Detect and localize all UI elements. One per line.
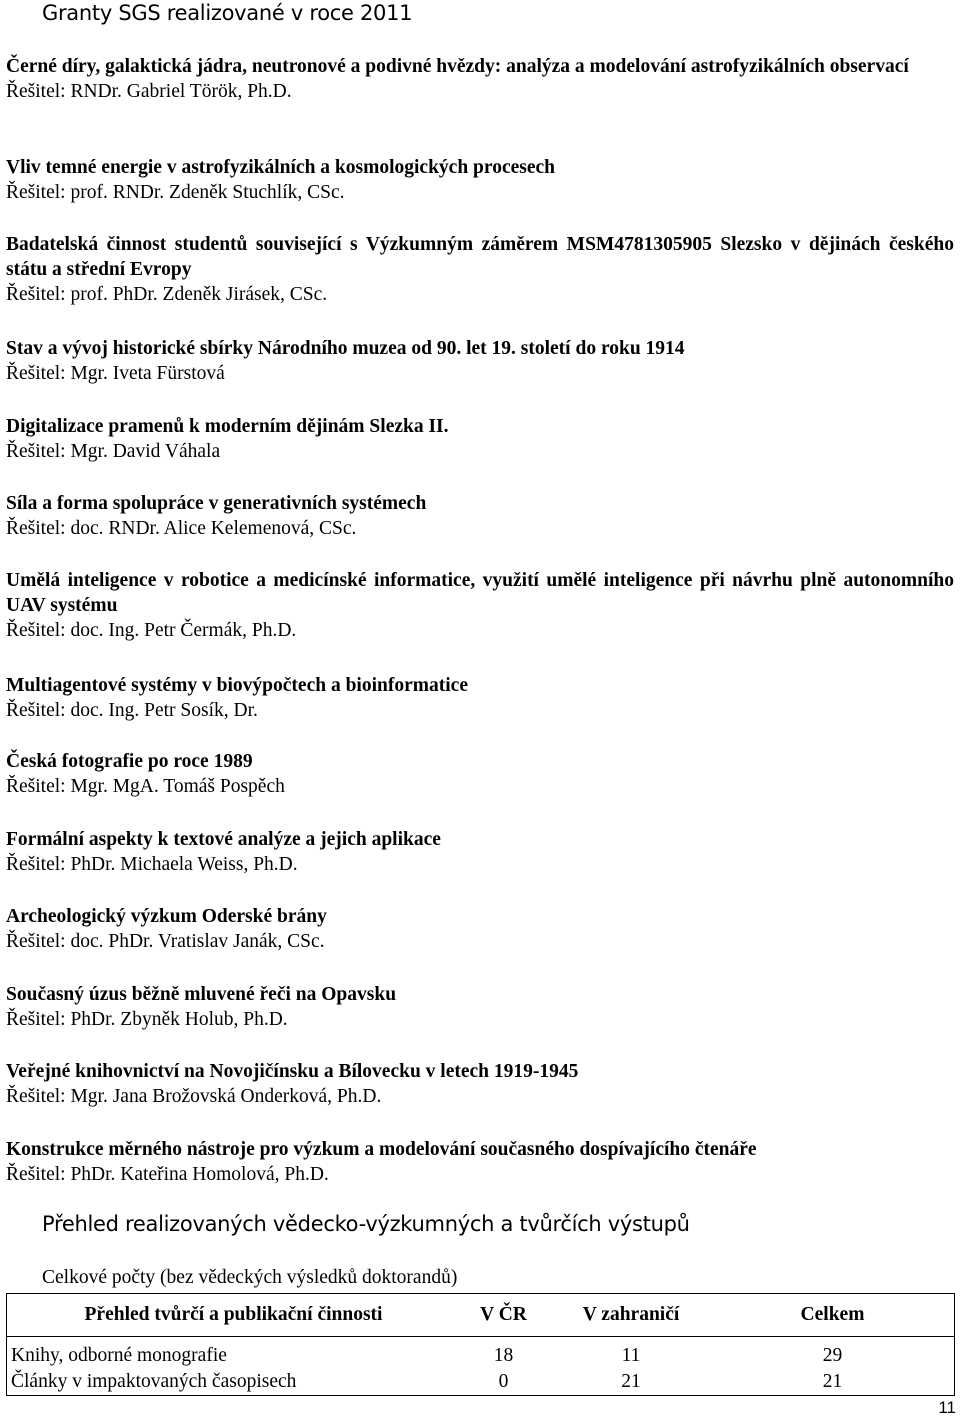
grant-item [6, 982, 954, 1032]
grant-investigator: Řešitel: PhDr. Zbyněk Holub, Ph.D. [6, 1009, 288, 1030]
table-header-row [7, 1294, 955, 1337]
grant-title: Multiagentové systémy v biovýpočtech a bioinformatice [6, 675, 468, 696]
grant-investigator: Řešitel: doc. PhDr. Vratislav Janák, CSc. [6, 931, 325, 952]
table-row [7, 1369, 955, 1396]
grant-item [6, 673, 954, 723]
grant-investigator: Řešitel: prof. RNDr. Zdeněk Stuchlík, CSc. [6, 182, 345, 203]
grant-investigator: Řešitel: Mgr. Jana Brožovská Onderková, Ph.D. [6, 1086, 382, 1107]
table-row [7, 1337, 955, 1370]
grant-item [6, 904, 954, 954]
grant-investigator: Řešitel: PhDr. Michaela Weiss, Ph.D. [6, 854, 298, 875]
grant-item [6, 54, 954, 104]
table-cell: Články v impaktovaných časopisech [11, 1371, 297, 1392]
outputs-table [6, 1293, 955, 1396]
section-heading-outputs: Přehled realizovaných vědecko-výzkumných a tvůrčích výstupů [42, 1212, 690, 1236]
table-cell: 29 [822, 1345, 843, 1366]
section-heading-grants: Granty SGS realizované v roce 2011 [42, 1, 413, 25]
grant-title: Síla a forma spolupráce v generativních systémech [6, 493, 427, 514]
grant-item [6, 414, 954, 464]
table-header-cell: V zahraničí [551, 1294, 711, 1337]
table-cell: 21 [621, 1371, 641, 1392]
grant-item [6, 155, 954, 205]
grant-title: Současný úzus běžně mluvené řeči na Opavsku [6, 984, 397, 1005]
table-cell: 21 [822, 1371, 843, 1392]
grant-item [6, 336, 954, 386]
grant-title: Badatelská činnost studentů související s Výzkumným záměrem MSM4781305905 Slezsko v dějinách českého státu a střední Evropy [6, 234, 954, 280]
grant-investigator: Řešitel: doc. RNDr. Alice Kelemenová, CSc. [6, 518, 357, 539]
grant-title: Formální aspekty k textové analýze a jejich aplikace [6, 829, 441, 850]
table-cell: 0 [498, 1371, 509, 1392]
grant-item [6, 1137, 954, 1187]
table-header-cell: V ČR [456, 1294, 551, 1337]
grant-investigator: Řešitel: Mgr. David Váhala [6, 441, 221, 462]
grant-investigator: Řešitel: Mgr. MgA. Tomáš Pospěch [6, 776, 285, 797]
outputs-intro-text: Celkové počty (bez vědeckých výsledků doktorandů) [42, 1267, 458, 1288]
grant-title: Stav a vývoj historické sbírky Národního muzea od 90. let 19. století do roku 1914 [6, 338, 685, 359]
grant-title: Černé díry, galaktická jádra, neutronové a podivné hvězdy: analýza a modelování astrofyzikálních observací [6, 56, 909, 77]
grant-item [6, 232, 954, 307]
table-cell: 11 [621, 1345, 641, 1366]
table-cell: Knihy, odborné monografie [11, 1345, 227, 1366]
grant-title: Veřejné knihovnictví na Novojičínsku a Bílovecku v letech 1919-1945 [6, 1061, 579, 1082]
grant-item [6, 749, 954, 799]
page-number: 11 [938, 1398, 956, 1417]
table-cell: 18 [493, 1345, 514, 1366]
grant-investigator: Řešitel: doc. Ing. Petr Čermák, Ph.D. [6, 620, 297, 641]
grant-item [6, 568, 954, 643]
grant-title: Digitalizace pramenů k moderním dějinám Slezka II. [6, 416, 449, 437]
grant-investigator: Řešitel: RNDr. Gabriel Török, Ph.D. [6, 81, 292, 102]
grant-investigator: Řešitel: prof. PhDr. Zdeněk Jirásek, CSc. [6, 284, 328, 305]
table-header-cell: Celkem [711, 1294, 955, 1337]
grant-investigator: Řešitel: doc. Ing. Petr Sosík, Dr. [6, 700, 258, 721]
grant-title: Archeologický výzkum Oderské brány [6, 906, 327, 927]
grant-title: Konstrukce měrného nástroje pro výzkum a modelování současného dospívajícího čtenáře [6, 1139, 757, 1160]
grant-title: Vliv temné energie v astrofyzikálních a kosmologických procesech [6, 157, 556, 178]
grant-investigator: Řešitel: PhDr. Kateřina Homolová, Ph.D. [6, 1164, 329, 1185]
table-header-cell: Přehled tvůrčí a publikační činnosti [7, 1294, 457, 1337]
grant-item [6, 491, 954, 541]
grant-title: Umělá inteligence v robotice a medicínské informatice, využití umělé inteligence při návrhu plně autonomního UAV systému [6, 570, 954, 616]
grant-item [6, 827, 954, 877]
grant-title: Česká fotografie po roce 1989 [6, 751, 253, 772]
grant-investigator: Řešitel: Mgr. Iveta Fürstová [6, 363, 225, 384]
grant-item [6, 1059, 954, 1109]
